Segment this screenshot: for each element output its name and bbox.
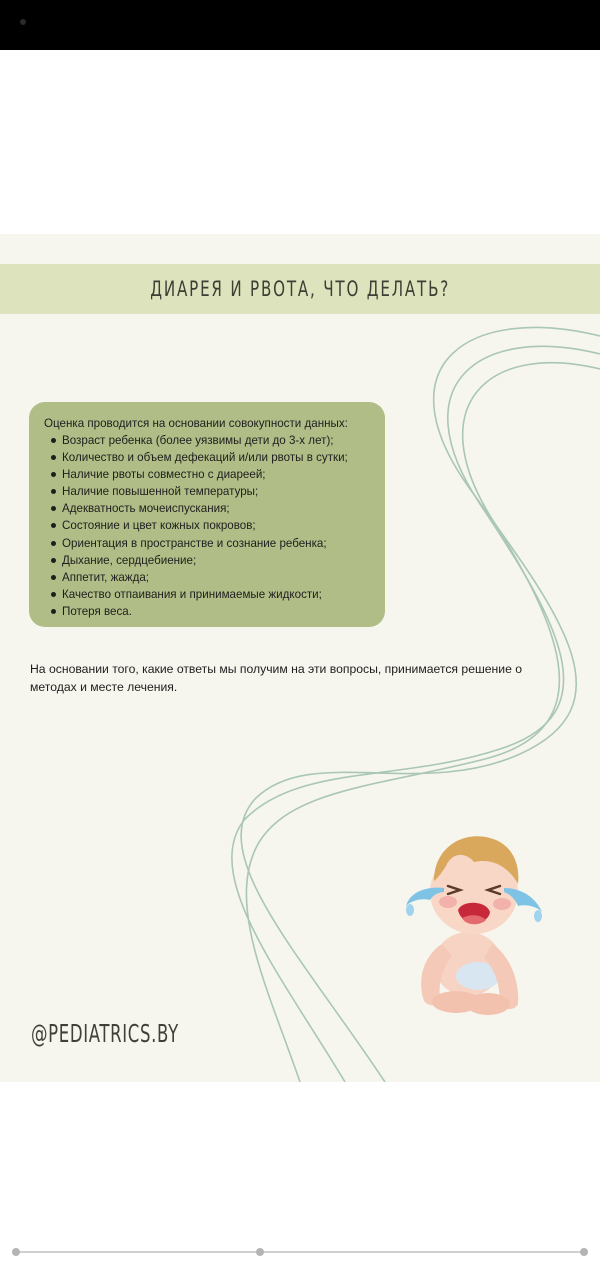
progress-dot-3[interactable] (580, 1248, 588, 1256)
title-band (0, 264, 600, 314)
crying-baby-illustration (396, 826, 546, 1016)
progress-dot-1[interactable] (12, 1248, 20, 1256)
post-slide[interactable] (0, 234, 600, 1082)
instagram-handle[interactable]: @PEDIATRICS.BY (31, 1019, 179, 1048)
criteria-list (44, 432, 371, 620)
list-item: Аппетит, жажда; (62, 569, 371, 586)
list-item: Потеря веса. (62, 603, 371, 620)
list-item: Дыхание, сердцебиение; (62, 552, 371, 569)
list-item: Количество и объем дефекаций и/или рвоты в сутки; (62, 449, 371, 466)
camera-icon (20, 19, 26, 25)
list-item: Возраст ребенка (более уязвимы дети до 3-х лет); (62, 432, 371, 449)
page-title: ДИАРЕЯ И РВОТА, ЧТО ДЕЛАТЬ? (150, 277, 450, 301)
assessment-card (29, 402, 385, 627)
list-item: Наличие рвоты совместно с диареей; (62, 466, 371, 483)
card-intro: Оценка проводится на основании совокупности данных: (44, 417, 348, 430)
carousel-progress (0, 1244, 600, 1260)
list-item: Состояние и цвет кожных покровов; (62, 517, 371, 534)
conclusion-text: На основании того, какие ответы мы получим на эти вопросы, принимается решение о методах и месте лечения. (30, 662, 523, 694)
list-item: Качество отпаивания и принимаемые жидкости; (62, 586, 371, 603)
progress-track (16, 1251, 584, 1253)
progress-dot-2[interactable] (256, 1248, 264, 1256)
list-item: Ориентация в пространстве и сознание ребенка; (62, 535, 371, 552)
list-item: Наличие повышенной температуры; (62, 483, 371, 500)
list-item: Адекватность мочеиспускания; (62, 500, 371, 517)
top-bar (0, 0, 600, 50)
